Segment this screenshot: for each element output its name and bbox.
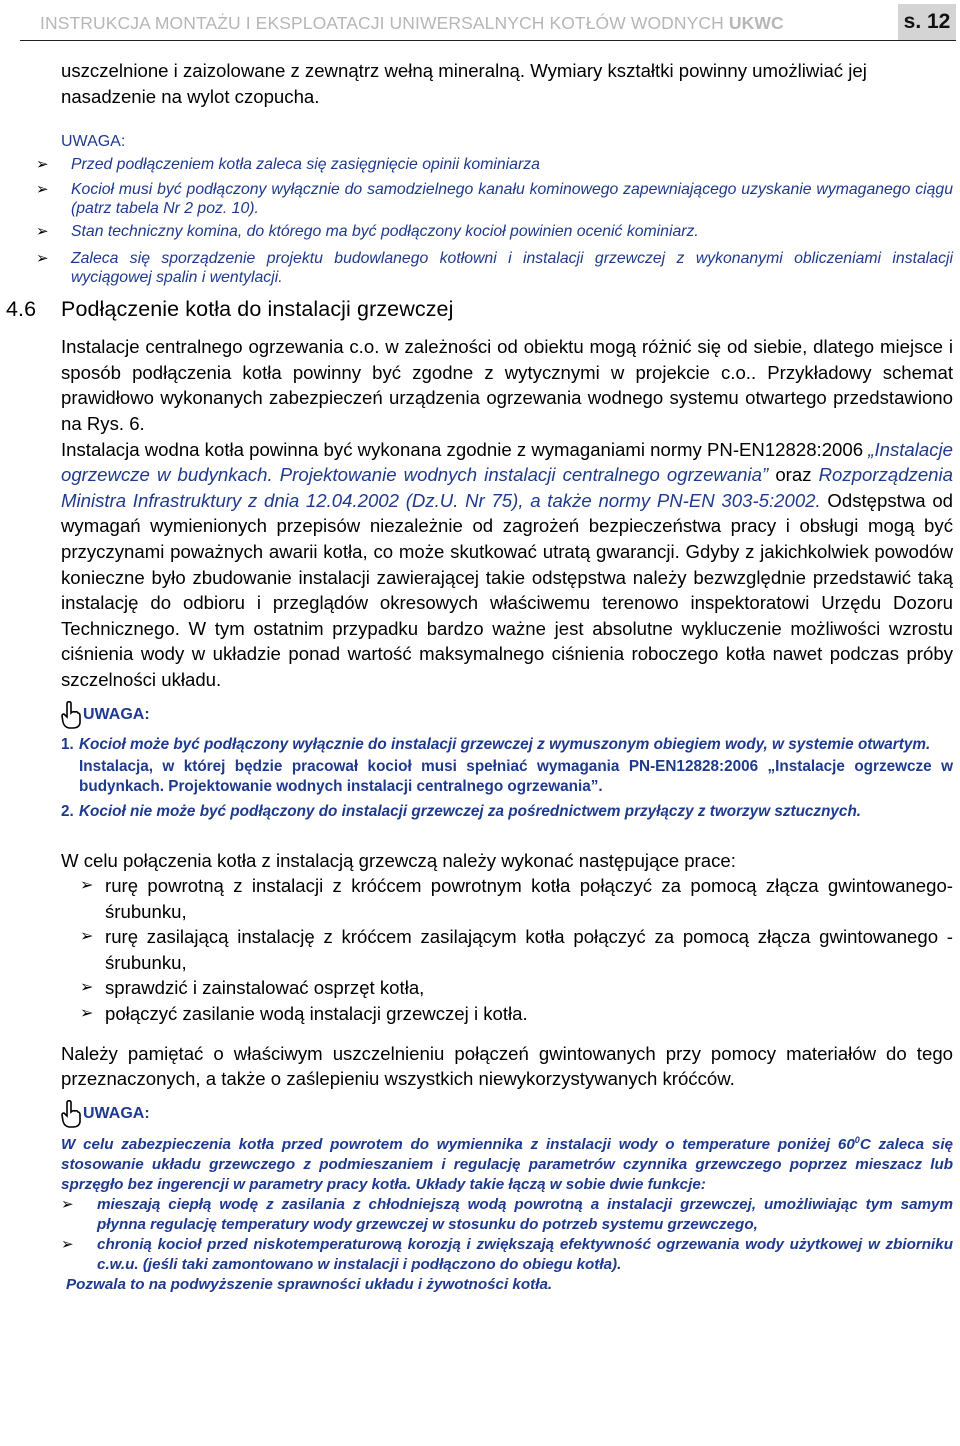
section-title: Podłączenie kotła do instalacji grzewczej [61, 297, 454, 322]
header-brand: UKWC [728, 13, 784, 33]
works-list [60, 873, 953, 1027]
list-item: ➢ połączyć zasilanie wodą instalacji grzewczej i kotła. [60, 1001, 953, 1027]
intro-paragraph: uszczelnione i zaizolowane z zewnątrz wełną mineralną. Wymiary kształtki powinny umożliwiać jej nasadzenie na wylot czopucha. [61, 60, 867, 107]
list-item: ➢ Kocioł musi być podłączony wyłącznie do samodzielnego kanału kominowego zapewniającego uzyskanie wymaganego ciągu (patrz tabela Nr 2 poz. 10). [36, 181, 953, 218]
list-item: ➢ rurę zasilającą instalację z króćcem zasilającym kotła połączyć za pomocą złącza gwintowanego - śrubunku, [80, 926, 953, 973]
arrow-bullet-icon: ➢ [61, 1195, 74, 1213]
works-closing: Należy pamiętać o właściwym uszczelnieniu połączeń gwintowanych przy pomocy materiałów do tego przeznaczonych, a także o zaślepieniu wszystkich niewykorzystywanych króćców. [61, 1042, 953, 1090]
uwaga-heading-3 [61, 1100, 953, 1128]
section-number: 4.6 [6, 297, 37, 322]
header-title [40, 13, 784, 34]
paragraph-standards: Instalacja wodna kotła powinna być wykonana zgodnie z wymaganiami normy PN-EN12828:2006 „Instalacje ogrzewcze w budynkach. Projektowanie wodnych instalacji centralnego ogrzewania” oraz Rozporządzenia Ministra Infrastruktury z dnia 12.04.2002 (Dz.U. Nr 75), a także normy PN-EN 303-5:2002. Odstępstwa od wymagań wymienionych przepisów niezależnie od zagrożeń bezpieczeństwa pracy i obsługi mogą być przyczynami poważnych awarii kotła, co może skutkować utratą gwarancji. Gdyby z jakichkolwiek powodów konieczne było zbudowanie instalacji zawierającej takie odstępstwa należy bezwzględnie przedstawić taką instalację do odbioru i przeglądów okresowych właściwemu terenowo inspektoratowi Urzędu Dozoru Technicznego. W tym ostatnim przypadku bardzo ważne jest absolutne wykluczenie możliwości wzrostu ciśnienia wody w układzie ponad wartość maksymalnego ciśnienia roboczego kotła nawet podczas próby szczelności układu. [61, 438, 953, 690]
arrow-bullet-icon: ➢ [80, 979, 94, 997]
page-number: s. 12 [898, 4, 956, 40]
list-item: ➢ Przed podłączeniem kotła zaleca się zasięgnięcie opinii kominiarza [36, 156, 540, 174]
uwaga-sub-text: Instalacja, w której będzie pracował kocioł musi spełniać wymagania PN-EN12828:2006 „Instalacje ogrzewcze w budynkach. Projektowanie wodnych instalacji centralnego ogrzewania”. [79, 758, 953, 795]
page-header [20, 4, 956, 41]
uwaga-label-1: UWAGA: [61, 133, 126, 151]
list-item: ➢ sprawdzić i zainstalować osprzęt kotła, [60, 975, 953, 1001]
header-title-text: INSTRUKCJA MONTAŻU I EKSPLOATACJI UNIWERSALNYCH KOTŁÓW WODNYCH [40, 13, 724, 33]
uwaga-list-2 [61, 735, 953, 755]
paragraph-installations: Instalacje centralnego ogrzewania c.o. w zależności od obiektu mogą różnić się od siebie, dlatego miejsce i sposób podłączenia kotła powinny być zgodne z wytycznymi w projekcie c.o.. Przykładowy schemat prawidłowo wykonanych zabezpieczeń urządzenia ogrzewania wodnego systemu otwartego przedstawiono na Rys. 6. [61, 336, 953, 434]
arrow-bullet-icon: ➢ [36, 223, 49, 241]
uwaga-list-2b [61, 802, 953, 822]
uwaga-label-2: UWAGA: [83, 705, 150, 723]
uwaga-text-3: W celu zabezpieczenia kotła przed powrotem do wymiennika z instalacji wody o temperature poniżej $60^0C$ zaleca się stosowanie układu grzewczego z podmieszaniem i regulację parametrów czynnika grzewczego poprzez mieszacz lub sprzęgło bez ingerencji w parametry pracy kotła. Układy takie łączą w sobie dwie funkcje: [61, 1134, 953, 1193]
uwaga-list-1 [0, 155, 953, 287]
uwaga-heading-2 [61, 701, 953, 729]
pointing-hand-icon [61, 1100, 81, 1128]
uwaga-list-3 [61, 1195, 953, 1275]
arrow-bullet-icon: ➢ [61, 1235, 74, 1253]
arrow-bullet-icon: ➢ [36, 250, 49, 268]
list-item: 1. Kocioł może być podłączony wyłącznie do instalacji grzewczej z wymuszonym obiegiem wody, w systemie otwartym. [61, 735, 931, 753]
list-item: 2. Kocioł nie może być podłączony do instalacji grzewczej za pośrednictwem przyłączy z tworzyw sztucznych. [61, 803, 862, 820]
pointing-hand-icon [61, 701, 81, 729]
list-item: ➢ Stan techniczny komina, do którego ma być podłączony kocioł powinien ocenić kominiarz. [36, 223, 699, 241]
works-lead: W celu połączenia kotła z instalacją grzewczą należy wykonać następujące prace: [61, 849, 736, 871]
list-item: ➢ Zaleca się sporządzenie projektu budowlanego kotłowni i instalacji grzewczej z wykonanymi obliczeniami instalacji wyciągowej spalin i wentylacji. [36, 250, 953, 287]
document-content [6, 58, 953, 1295]
arrow-bullet-icon: ➢ [80, 877, 94, 895]
section-heading [6, 297, 953, 322]
list-item: ➢ mieszają ciepłą wodę z zasilania z chłodniejszą wodą powrotną a instalacji grzewczej, umożliwiając tym samym płynna regulację temperatury wody grzewczej w stosunku do potrzeb systemu grzewczego, [61, 1195, 953, 1233]
arrow-bullet-icon: ➢ [80, 928, 94, 946]
arrow-bullet-icon: ➢ [80, 1005, 94, 1023]
arrow-bullet-icon: ➢ [36, 181, 49, 199]
final-note: Pozwala to na podwyższenie sprawności układu i żywotności kotła. [66, 1275, 553, 1293]
list-item: ➢ rurę powrotną z instalacji z króćcem powrotnym kotła połączyć za pomocą złącza gwintowanego-śrubunku, [80, 875, 953, 922]
uwaga-label-3: UWAGA: [83, 1104, 150, 1122]
arrow-bullet-icon: ➢ [36, 156, 49, 174]
list-item: ➢ chronią kocioł przed niskotemperaturową korozją i zwiększają efektywność ogrzewania wody użytkowej w zbiorniku c.w.u. (jeśli taki zamontowano w instalacji i podłączono do obiegu kotła). [61, 1235, 953, 1273]
